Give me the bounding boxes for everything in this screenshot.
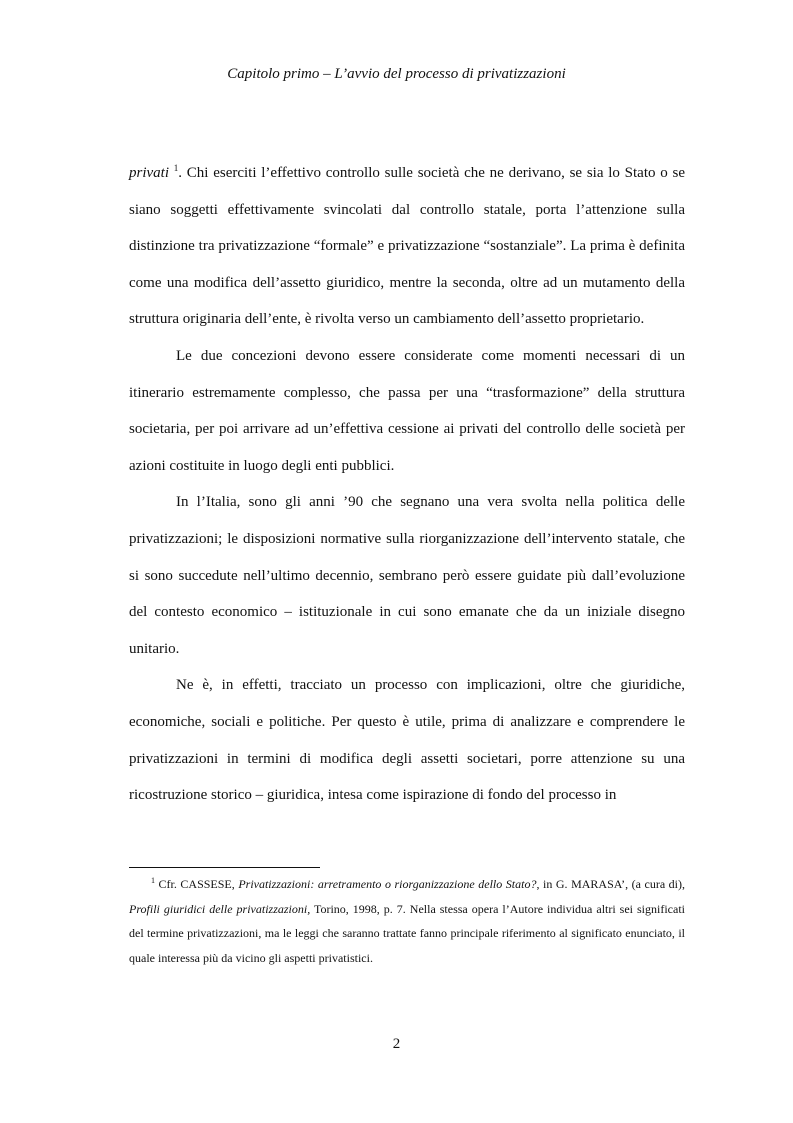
paragraph-1-lead: privati bbox=[129, 165, 169, 181]
paragraph-1-text: . Chi eserciti l’effettivo controllo sulle società che ne derivano, se sia lo Stato o se siano soggetti effettivamente svincolati dal controllo statale, porta l’attenzione sulla distinzione tra privatizzazione “formale” e privatizzazione “sostanziale”. La prima è definita come una modifica dell’assetto giuridico, mentre la seconda, oltre ad un mutamento della struttura originaria dell’ente, è rivolta verso un cambiamento dell’assetto proprietario. bbox=[129, 165, 686, 328]
footnote-text-a: Cfr. CASSESE, bbox=[155, 877, 239, 891]
body-text bbox=[129, 155, 685, 814]
footnote-text-e: Torino, 1998, p. 7. Nella stessa opera l’Autore individua altri sei significati del termine privatizzazioni, ma le leggi che saranno trattate fanno principale riferimento al significato enunciato, il quale interessa più da vicino gli aspetti privatistici. bbox=[129, 901, 686, 965]
footnote-separator bbox=[129, 867, 320, 868]
footnote-title-1: Privatizzazioni: arretramento o riorganizzazione dello Stato? bbox=[238, 877, 537, 891]
footnote-text-c: , in G. MARASA’, (a cura di), bbox=[536, 877, 686, 891]
paragraph-2: Le due concezioni devono essere considerate come momenti necessari di un itinerario estremamente complesso, che passa per una “trasformazione” della struttura societaria, per poi arrivare ad un’effettiva cessione ai privati del controllo delle società per azioni costituite in luogo degli enti pubblici. bbox=[129, 347, 685, 474]
paragraph-3: In l’Italia, sono gli anni ’90 che segnano una vera svolta nella politica delle privatizzazioni; le disposizioni normative sulla riorganizzazione dell’intervento statale, che si sono succedute nell’ultimo decennio, sembrano però essere guidate più dall’evoluzione del contesto economico – istituzionale in cui sono emanate che da un iniziale disegno unitario. bbox=[129, 494, 685, 657]
paragraph-4: Ne è, in effetti, tracciato un processo con implicazioni, oltre che giuridiche, economiche, sociali e politiche. Per questo è utile, prima di analizzare e comprendere le privatizzazioni in termini di modifica degli assetti societari, porre attenzione su una ricostruzione storico – giuridica, intesa come ispirazione di fondo del processo in bbox=[129, 677, 685, 804]
page-number: 2 bbox=[392, 1036, 401, 1052]
paragraph-1 bbox=[129, 155, 685, 338]
footnote-reference[interactable]: 1 bbox=[173, 163, 179, 173]
footnote-number: 1 bbox=[151, 876, 155, 885]
footnote bbox=[129, 872, 685, 970]
running-header: Capitolo primo – L’avvio del processo di privatizzazioni bbox=[227, 66, 566, 82]
footnote-title-2: Profili giuridici delle privatizzazioni, bbox=[129, 901, 311, 916]
